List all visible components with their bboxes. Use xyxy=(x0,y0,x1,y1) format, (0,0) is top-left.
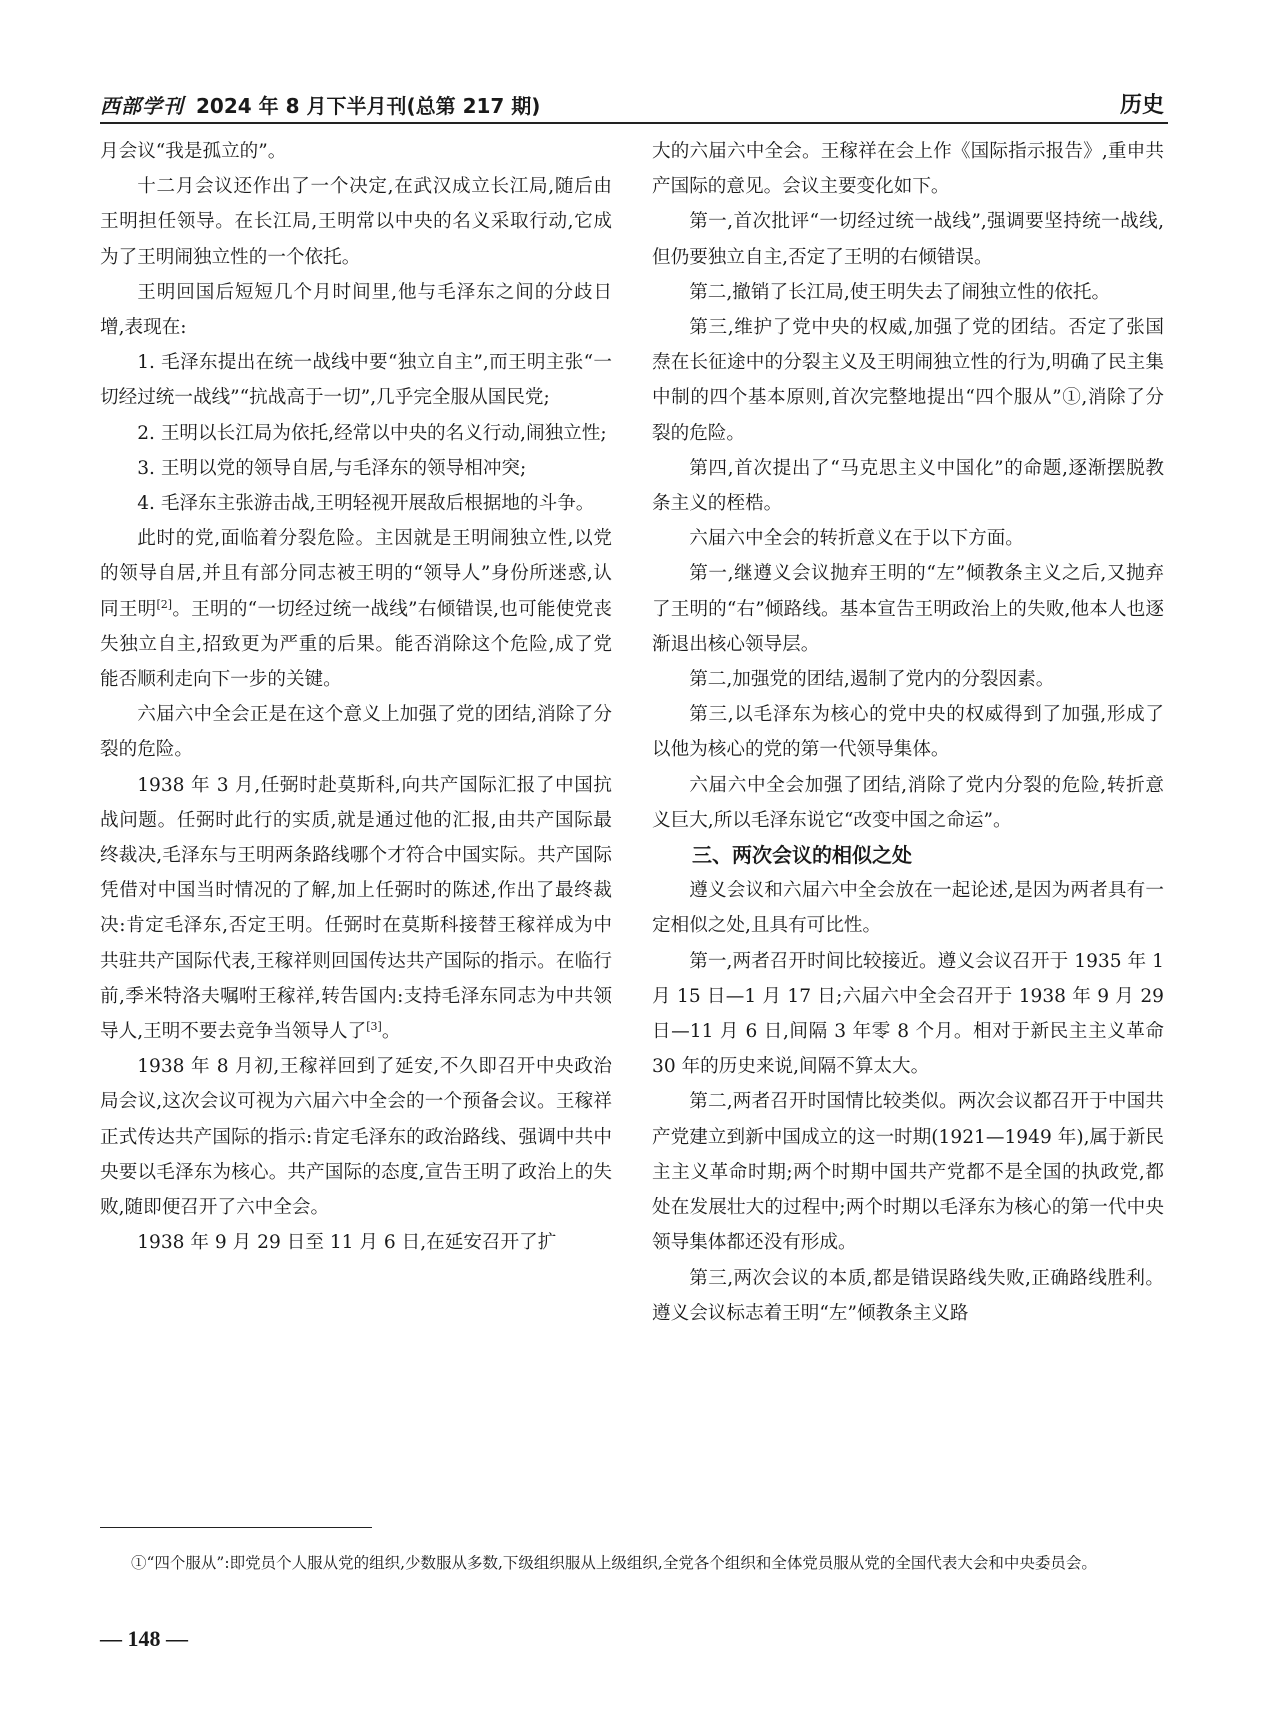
paragraph-text: 第一,首次批评“一切经过统一战线”,强调要坚持统一战线,但仍要独立自主,否定了王明的右倾错误。 xyxy=(652,211,1164,268)
paragraph-text: 。 xyxy=(381,1021,401,1043)
paragraph xyxy=(100,1049,612,1225)
issue-info: 2024 年 8 月下半月刊(总第 217 期) xyxy=(196,94,541,118)
left-column xyxy=(100,134,612,1261)
paragraph-text: 1938 年 9 月 29 日至 11 月 6 日,在延安召开了扩 xyxy=(137,1232,557,1254)
page-number: — 148 — xyxy=(100,1626,188,1651)
paragraph xyxy=(100,521,612,697)
paragraph-text: 1938 年 8 月初,王稼祥回到了延安,不久即召开中央政治局会议,这次会议可视为六届六中全会的一个预备会议。王稼祥正式传达共产国际的指示:肯定毛泽东的政治路线、强调中共中央要以毛泽东为核心。共产国际的态度,宣告王明了政治上的失败,随即便召开了六中全会。 xyxy=(100,1056,612,1219)
paragraph xyxy=(652,451,1164,521)
paragraph-text: 遵义会议和六届六中全会放在一起论述,是因为两者具有一定相似之处,且具有可比性。 xyxy=(652,880,1164,937)
paragraph xyxy=(652,1261,1164,1331)
citation-marker: [2] xyxy=(156,597,173,611)
paragraph-text: 十二月会议还作出了一个决定,在武汉成立长江局,随后由王明担任领导。在长江局,王明常以中央的名义采取行动,它成为了王明闹独立性的一个依托。 xyxy=(100,176,612,268)
paragraph-text: 第二,撤销了长江局,使王明失去了闹独立性的依托。 xyxy=(689,281,1111,303)
paragraph xyxy=(100,768,612,1050)
paragraph-text: 第四,首次提出了“马克思主义中国化”的命题,逐渐摆脱教条主义的桎梏。 xyxy=(652,457,1164,515)
paragraph-text: 六届六中全会的转折意义在于以下方面。 xyxy=(689,528,1024,550)
paragraph-text: 3. 王明以党的领导自居,与毛泽东的领导相冲突; xyxy=(137,457,527,479)
paragraph-text: 4. 毛泽东主张游击战,王明轻视开展敌后根据地的斗争。 xyxy=(137,493,595,515)
paragraph-text: 1938 年 3 月,任弼时赴莫斯科,向共产国际汇报了中国抗战问题。任弼时此行的实质,就是通过他的汇报,由共产国际最终裁决,毛泽东与王明两条路线哪个才符合中国实际。共产国际凭借对中国当时情况的了解,加上任弼时的陈述,作出了最终裁决:肯定毛泽东,否定王明。任弼时在莫斯科接替王稼祥成为中共驻共产国际代表,王稼祥则回国传达共产国际的指示。在临行前,季米特洛夫嘱咐王稼祥,转告国内:支持毛泽东同志为中共领导人,王明不要去竞争当领导人了 xyxy=(100,774,612,1043)
paragraph xyxy=(652,768,1164,838)
paragraph-text: 。王明的“一切经过统一战线”右倾错误,也可能使党丧失独立自主,招致更为严重的后果。能否消除这个危险,成了党能否顺利走向下一步的关键。 xyxy=(100,598,612,691)
paragraph xyxy=(652,310,1164,451)
page-header xyxy=(100,84,1168,124)
paragraph xyxy=(652,521,1164,556)
paragraph-text: 第一,继遵义会议抛弃王明的“左”倾教条主义之后,又抛弃了王明的“右”倾路线。基本宣告王明政治上的失败,他本人也逐渐退出核心领导层。 xyxy=(652,563,1164,655)
paragraph xyxy=(652,697,1164,767)
paragraph-text: 第三,维护了党中央的权威,加强了党的团结。否定了张国焘在长征途中的分裂主义及王明闹独立性的行为,明确了民主集中制的四个基本原则,首次完整地提出“四个服从”①,消除了分裂的危险。 xyxy=(652,317,1164,444)
paragraph xyxy=(100,134,612,169)
paragraph xyxy=(652,204,1164,274)
paragraph xyxy=(652,134,1164,204)
paragraph xyxy=(100,697,612,767)
header-rule xyxy=(100,122,1168,124)
paragraph-text: 此时的党,面临着分裂危险。主因就是王明闹独立性,以党的领导自居,并且有部分同志被王明的“领导人”身份所迷惑,认同王明 xyxy=(100,528,612,620)
section-heading: 三、两次会议的相似之处 xyxy=(692,843,912,868)
paragraph-text: 月会议“我是孤立的”。 xyxy=(100,141,287,162)
paragraph xyxy=(652,275,1164,310)
paragraph xyxy=(652,1084,1164,1260)
paragraph xyxy=(100,169,612,275)
footnote: ①“四个服从”:即党员个人服从党的组织,少数服从多数,下级组织服从上级组织,全党各个组织和全体党员服从党的全国代表大会和中央委员会。 xyxy=(131,1554,1097,1572)
paragraph-text: 第二,加强党的团结,遏制了党内的分裂因素。 xyxy=(689,669,1055,691)
paragraph xyxy=(100,451,612,486)
paragraph xyxy=(652,944,1164,1085)
paragraph-text: 大的六届六中全会。王稼祥在会上作《国际指示报告》,重申共产国际的意见。会议主要变化如下。 xyxy=(652,141,1164,198)
paragraph-text: 第二,两者召开时国情比较类似。两次会议都召开于中国共产党建立到新中国成立的这一时期(1921—1949 年),属于新民主主义革命时期;两个时期中国共产党都不是全国的执政党,都处在发展壮大的过程中;两个时期以毛泽东为核心的第一代中央领导集体都还没有形成。 xyxy=(652,1091,1164,1254)
paragraph xyxy=(652,556,1164,662)
citation-marker: [3] xyxy=(366,1019,382,1033)
paragraph xyxy=(100,1225,612,1260)
journal-logo: 西部学刊 xyxy=(100,94,184,118)
paragraph xyxy=(100,345,612,415)
paragraph xyxy=(100,275,612,345)
paragraph-text: 六届六中全会正是在这个意义上加强了党的团结,消除了分裂的危险。 xyxy=(100,704,612,761)
paragraph xyxy=(100,416,612,451)
paragraph-text: 王明回国后短短几个月时间里,他与毛泽东之间的分歧日增,表现在: xyxy=(100,281,612,339)
section-label: 历史 xyxy=(1119,93,1164,118)
paragraph xyxy=(652,873,1164,943)
paragraph-text: 2. 王明以长江局为依托,经常以中央的名义行动,闹独立性; xyxy=(137,422,607,444)
paragraph-text: 1. 毛泽东提出在统一战线中要“独立自主”,而王明主张“一切经过统一战线”“抗战高于一切”,几乎完全服从国民党; xyxy=(100,352,612,409)
paragraph xyxy=(100,486,612,521)
paragraph-text: 六届六中全会加强了团结,消除了党内分裂的危险,转折意义巨大,所以毛泽东说它“改变中国之命运”。 xyxy=(652,774,1164,831)
footnote-rule xyxy=(100,1527,372,1528)
paragraph-text: 第三,两次会议的本质,都是错误路线失败,正确路线胜利。遵义会议标志着王明“左”倾教条主义路 xyxy=(652,1267,1164,1324)
paragraph-text: 第一,两者召开时间比较接近。遵义会议召开于 1935 年 1 月 15 日—1 月 17 日;六届六中全会召开于 1938 年 9 月 29 日—11 月 6 日,间隔 3 年零 8 个月。相对于新民主主义革命 30 年的历史来说,间隔不算太大。 xyxy=(652,950,1164,1078)
right-column xyxy=(652,134,1164,1331)
paragraph-text: 第三,以毛泽东为核心的党中央的权威得到了加强,形成了以他为核心的党的第一代领导集体。 xyxy=(652,704,1164,761)
paragraph xyxy=(652,662,1164,697)
